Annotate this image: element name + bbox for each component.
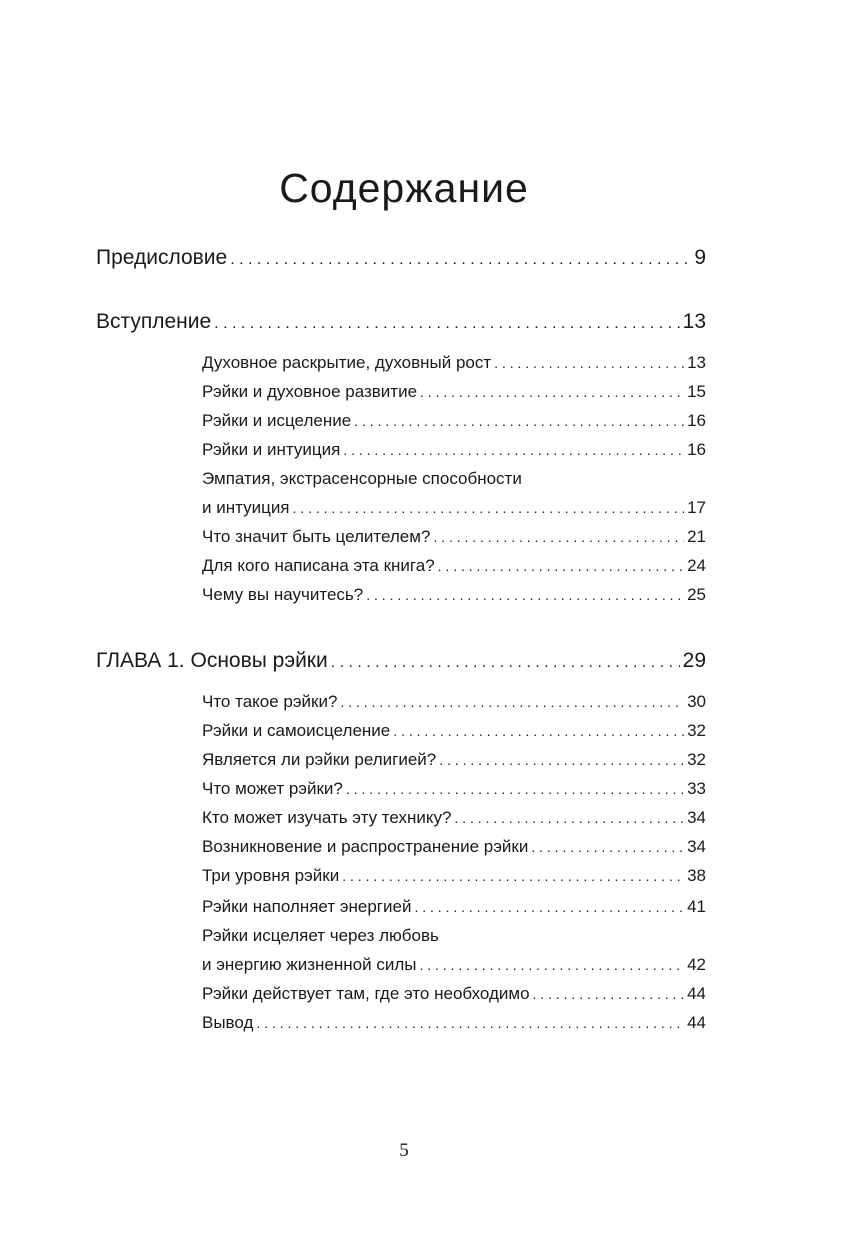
toc-subentry	[202, 806, 706, 830]
page-number: 5	[399, 1140, 409, 1161]
toc-entry-page: 13	[687, 353, 706, 372]
toc-entry-label: Рэйки и самоисцеление	[202, 721, 391, 740]
toc-subentry	[202, 409, 706, 433]
toc-entry-label: Что значит быть целителем?	[202, 527, 431, 546]
toc-subentry	[202, 864, 706, 888]
toc-entry-page: 44	[687, 1013, 706, 1032]
toc-entry-label: Вывод	[202, 1013, 254, 1032]
dot-leader	[346, 777, 684, 801]
toc-entry-page: 16	[687, 440, 706, 459]
toc-entry-preface	[96, 244, 706, 272]
toc-subentry	[202, 982, 706, 1006]
toc-subentry	[202, 690, 706, 714]
dot-leader	[438, 554, 684, 578]
dot-leader	[414, 895, 684, 919]
toc-entry-introduction	[96, 308, 706, 336]
dot-leader	[256, 1011, 684, 1035]
toc-entry-chapter-1	[96, 647, 706, 675]
toc-entry-page: 25	[687, 585, 706, 604]
dot-leader	[331, 649, 680, 677]
toc-subentry	[202, 496, 706, 520]
toc-entry-page: 17	[687, 498, 706, 517]
toc-entry-page: 44	[687, 984, 706, 1003]
toc-subentry	[202, 895, 706, 919]
toc-subentry	[202, 953, 706, 977]
toc-entry-label: Рэйки и исцеление	[202, 411, 352, 430]
toc-subentry	[202, 719, 706, 743]
dot-leader	[393, 719, 684, 743]
dot-leader	[366, 583, 684, 607]
toc-entry-label: Рэйки и духовное развитие	[202, 382, 418, 401]
toc-entry-page: 38	[687, 866, 706, 885]
toc-entry-page: 30	[687, 692, 706, 711]
dot-leader	[433, 525, 684, 549]
toc-entry-label: и интуиция	[202, 498, 290, 517]
toc-entry-label: Вступление	[96, 310, 212, 333]
toc-entry-label: Является ли рэйки религией?	[202, 750, 437, 769]
toc-entry-page: 24	[687, 556, 706, 575]
toc-subentry	[202, 525, 706, 549]
dot-leader	[454, 806, 684, 830]
toc-entry-page: 9	[694, 246, 706, 269]
toc-entry-label: Три уровня рэйки	[202, 866, 340, 885]
toc-entry-page: 13	[682, 310, 706, 333]
toc-entry-page: 15	[687, 382, 706, 401]
toc-subentry-line: Рэйки исцеляет через любовь	[202, 926, 439, 945]
toc-entry-label: Что такое рэйки?	[202, 692, 338, 711]
toc-entry-label: Что может рэйки?	[202, 779, 343, 798]
toc-entry-label: Рэйки и интуиция	[202, 440, 341, 459]
dot-leader	[533, 982, 685, 1006]
toc-entry-page: 32	[687, 750, 706, 769]
dot-leader	[340, 690, 684, 714]
toc-subentry	[202, 1011, 706, 1035]
toc-subentry-line: Эмпатия, экстрасенсорные способности	[202, 469, 522, 488]
toc-entry-label: Для кого написана эта книга?	[202, 556, 435, 575]
toc-subentry	[202, 777, 706, 801]
toc-entry-label: Рэйки наполняет энергией	[202, 897, 412, 916]
dot-leader	[419, 953, 684, 977]
toc-entry-page: 34	[687, 808, 706, 827]
dot-leader	[230, 246, 691, 274]
toc-entry-label: Духовное раскрытие, духовный рост	[202, 353, 492, 372]
dot-leader	[420, 380, 684, 404]
dot-leader	[494, 351, 684, 375]
dot-leader	[531, 835, 684, 859]
dot-leader	[293, 496, 685, 520]
toc-subentry	[202, 351, 706, 375]
dot-leader	[354, 409, 684, 433]
page-title: Содержание	[279, 165, 529, 211]
toc-subentry	[202, 380, 706, 404]
toc-entry-page: 21	[687, 527, 706, 546]
toc-subentry	[202, 835, 706, 859]
toc-entry-label: Чему вы научитесь?	[202, 585, 364, 604]
dot-leader	[343, 438, 684, 462]
dot-leader	[214, 310, 679, 338]
toc-entry-label: Возникновение и распространение рэйки	[202, 837, 529, 856]
toc-entry-page: 33	[687, 779, 706, 798]
toc-entry-page: 41	[687, 897, 706, 916]
dot-leader	[342, 864, 684, 888]
toc-entry-page: 32	[687, 721, 706, 740]
toc-entry-page: 34	[687, 837, 706, 856]
dot-leader	[439, 748, 684, 772]
toc-entry-label: и энергию жизненной силы	[202, 955, 417, 974]
toc-entry-label: ГЛАВА 1. Основы рэйки	[96, 649, 328, 672]
toc-entry-label: Предисловие	[96, 246, 228, 269]
toc-entry-page: 42	[687, 955, 706, 974]
toc-entry-label: Кто может изучать эту технику?	[202, 808, 452, 827]
toc-entry-label: Рэйки действует там, где это необходимо	[202, 984, 530, 1003]
toc-subentry	[202, 583, 706, 607]
toc-subentry	[202, 748, 706, 772]
toc-subentry	[202, 438, 706, 462]
toc-subentry	[202, 554, 706, 578]
toc-entry-page: 16	[687, 411, 706, 430]
toc-entry-page: 29	[682, 649, 706, 672]
